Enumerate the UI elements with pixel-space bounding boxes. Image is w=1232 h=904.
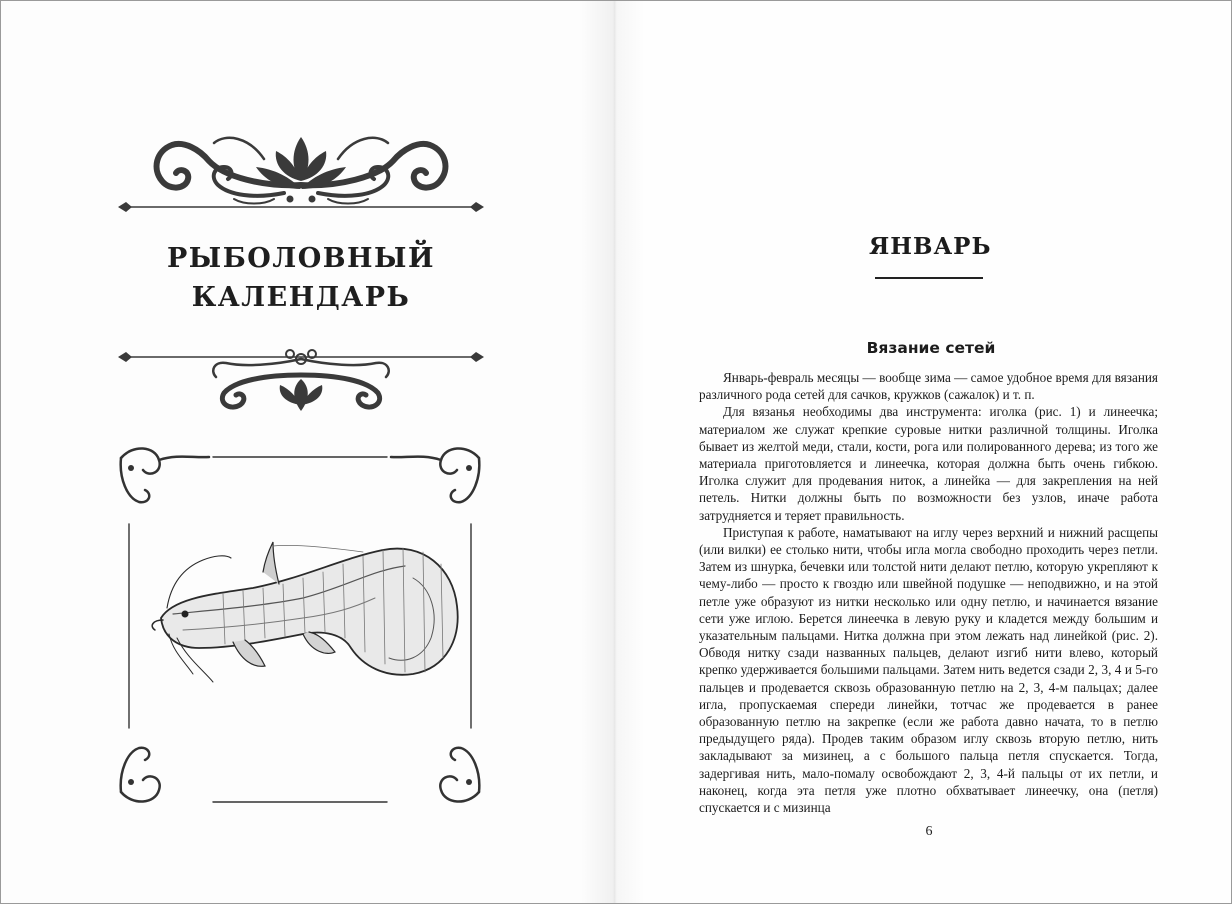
catfish-illustration-frame	[113, 438, 487, 812]
book-title-line-1: РЫБОЛОВНЫЙ	[166, 243, 436, 274]
paragraph-2: Для вязанья необходимы два инструмента: иголка (рис. 1) и линеечка; материалом же служат крепкие суровые нитки различной толщины. Иголка бывает из желтой меди, стали, кости, рога или полированного дерева; из того же материала приготовляется и линеечка, которая должна быть очень гибкою. Иголка служит для продевания ниток, а линейка — для закрепления на ней петель. Нитки должны быть по возможности без узлов, иначе работа затрудняется и теряет правильность.	[699, 404, 1158, 523]
catfish-engraving	[152, 542, 457, 682]
chapter-title-underline	[875, 277, 983, 279]
section-title: Вязание сетей	[866, 339, 996, 357]
book-title-line-2: КАЛЕНДАРЬ	[191, 282, 411, 313]
chapter-body-text	[699, 369, 1158, 816]
paragraph-1: Январь-февраль месяцы — вообще зима — самое удобное время для вязания различного рода сетей для сачков, кружков (сажалок) и т. п.	[699, 370, 1158, 403]
middle-ornament	[114, 345, 488, 415]
left-page	[1, 1, 613, 903]
top-ornament	[114, 129, 488, 219]
page-number: 6	[925, 824, 933, 839]
book-title	[121, 239, 481, 317]
chapter-title: ЯНВАРЬ	[869, 233, 992, 260]
paragraph-3: Приступая к работе, наматывают на иглу через верхний и нижний расщепы (или вилки) ее столько нити, чтобы игла могла свободно проходить через петли. Затем из шнурка, бечевки или толстой нити делают петлю, которую укрепляют к чему-либо — просто к гвоздю или швейной подушке — неподвижно, и на этой петле уже образуют из нитки несколько или одну петлю, и начинается вязание сети уже иглою. Берется линеечка в левую руку и кладется между большим и указательным пальцами. Нитка должна при этом лежать над линейкой (рис. 2). Обводя нитку сзади названных пальцев, делают изгиб нити влево, который крепко удерживается большими пальцами. Затем нить ведется сзади 2, 3, 4 и 5-го пальцев и продевается сквозь образованную петлю на 2, 3, 4-м пальцах; далее игла, пропускаемая спереди линейки, тотчас же продевается в ранее образованную петлю на закрепке (если же работа давно начата, то в петлю предыдущего ряда). Продев таким образом иглу сквозь вторую петлю, нить закладывают за мизинец, а с большого пальца петля спускается. Тогда, задергивая нить, мало-помалу освобождают 2, 3, 4-й пальцы от их петли, и наконец, когда эта петля уже плотно обхватывает линеечку, она (петля) спускается и с мизинца	[699, 524, 1158, 816]
